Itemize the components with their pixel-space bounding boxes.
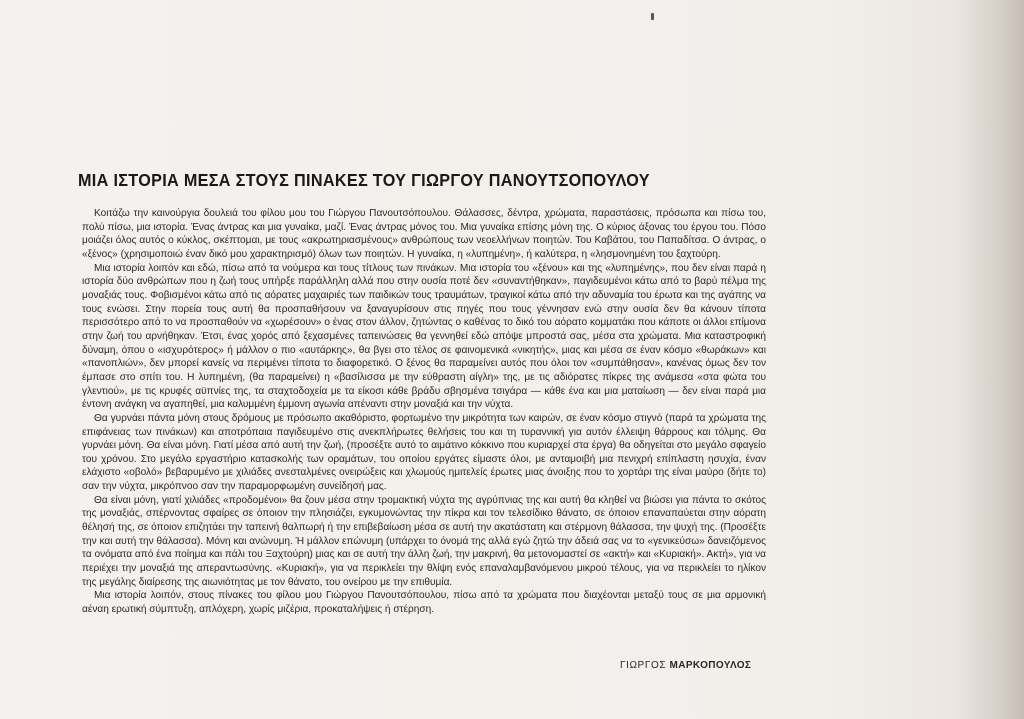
paragraph-2: Μια ιστορία λοιπόν και εδώ, πίσω από τα νούμερα και τους τίτλους των πινάκων. Μια ιστορία του «ξένου» και της «λυπημένης», που δεν είναι παρά η ιστορία δύο ανθρώπων που η ζωή τους υπήρξε παράλληλη αλλά που στην ουσία ποτέ δεν «συναντήθηκαν», παγιδευμένοι κάτω από το βαρύ πέλμα της μοναξιάς τους. Φοβισμένοι κάτω από τις αόρατες μαχαιριές των παιδικών τους τραυμάτων, τραγικοί κάτω από την αδυναμία του έρωτα και της αγάπης να τους ενώσει. Στην πορεία τους αυτή θα προσπαθήσουν να ξαναγυρίσουν στις πηγές που τους γέννησαν ενώ στην ουσία δεν θα κάνουν τίποτα περισσότερο από το να προσπαθούν να «χωρέσουν» ο ένας στον άλλον, ζητώντας ο καθένας το δικό του αόρατο κομματάκι που κάποτε οι άλλοι επίμονα στην ζωή του αρνήθηκαν. Έτσι, ένας χορός από ξεχασμένες ταπεινώσεις θα γεννηθεί εδώ απόψε μπροστά σας, μέσα στα χρώματα. Μια καταστροφική δύναμη, όπου ο «ισχυρότερος» ή μάλλον ο πιο «αυτάρκης», θα βγει στο τέλος σε φαινομενικά «νικητής», μιας και μέσα σε έναν κόσμο «θωράκων» και «πανοπλιών», δεν μπορεί κανείς να περιμένει τίποτα το διαφορετικό. Ο ξένος θα παραμείνει αυτός που όλοι τον «συμπάθησαν», κανένας όμως δεν τον έμπασε στο σπίτι του. Η λυπημένη, (θα παραμείνει) η «βασίλισσα με την εύθραστη αίγλη» της, με τις αδιόρατες πίκρες της ανάμεσα «στα φώτα του γλεντιού», με τις κρυφές αϋπνίες της, τα σταχτοδοχεία με τα είκοσι κάθε βράδυ σβησμένα τσιγάρα — κάθε ένα και μια ματαίωση — δεν είναι παρά μια έντονη ανάγκη να αγαπηθεί, μια καλυμμένη έμμονη αγωνία απέναντι στην μοναξιά και την νύχτα. [82,262,766,411]
paragraph-5: Μια ιστορία λοιπόν, στους πίνακες του φίλου μου Γιώργου Πανουτσόπουλου, πίσω από τα χρώματα που διαχέονται μεταξύ τους σε μια αρμονική αέναη ερωτική σύμπτυξη, απλόχερη, χωρίς μιζέρια, προκαταλήψεις ή στέρηση. [82,590,766,616]
page-fold-shadow [960,0,1024,719]
ink-speck [651,13,654,20]
article-body [82,207,766,617]
article-title: ΜΙΑ ΙΣΤΟΡΙΑ ΜΕΣΑ ΣΤΟΥΣ ΠΙΝΑΚΕΣ ΤΟΥ ΓΙΩΡΓΟΥ ΠΑΝΟΥΤΣΟΠΟΥΛΟΥ [78,170,650,190]
paragraph-1: Κοιτάζω την καινούργια δουλειά του φίλου μου του Γιώργου Πανουτσόπουλου. Θάλασσες, δέντρα, χρώματα, παραστάσεις, πρόσωπα και πίσω του, πολύ πίσω, μια ιστορία. Ένας άντρας και μια γυναίκα, μαζί. Ένας άντρας μόνος του. Μια γυναίκα επίσης μόνη της. Ο κύριος άξονας του έργου του. Πόσο μοιάζει όλος αυτός ο κύκλος, σκέπτομαι, με τους «ακρωτηριασμένους» ανθρώπους των νεοελλήνων ποιητών. Του Καβάτου, του Παπαδίτσα. Ο άντρας, ο «ξένος» (χρησιμοποιώ έναν δικό μου χαρακτηρισμό) όλων των ποιητών. Η γυναίκα, η «λυπημένη», ή καλύτερα, η «λησμονημένη του ξαχτούρη. [82,208,766,260]
author-first-name: ΓΙΩΡΓΟΣ [620,660,667,671]
paragraph-4: Θα είναι μόνη, γιατί χιλιάδες «προδομένοι» θα ζουν μέσα στην τρομακτική νύχτα της αγρύπνιας της και αυτή θα κληθεί να βιώσει για πάντα το σκότος της μοναξιάς, σπέρνοντας σφαίρες σε όποιον την πλησιάζει, εγκυμονώντας την πίκρα και τον τελεσίδικο θάνατο, σε όποιον επαναπαύεται στην αόρατη θέλησή της, σε όποιον επιζητάει την ταπεινή θαλπωρή ή την επιβεβαίωση μέσα σε αυτή την ακατάστατη και στέρμονη θάλασσα, την ψυχή της. (Προσέξτε την και αυτή την θάλασσα). Μόνη και ανώνυμη. Ή μάλλον επώνυμη (υπάρχει το όνομά της αλλά εγώ ζητώ την άδειά σας να το «γενικεύσω» δανειζόμενος τα ονόματα από ένα ποίημα και πάλι του Ξαχτούρη) μιας και σε αυτή την άλλη ζωή, την μακρινή, θα μετονομαστεί σε «ακτή» και «Κυριακή». Ακτή», για να περιέχει την μοναξιά της απεραντωσύνης. «Κυριακή», για να περικλείει την θλίψη ενός επαναλαμβανόμενου μικρού τέλους, για να περικλείει το ηλίκον της μεγάλης διαίρεσης της αιωνιότητας με τον θάνατο, του ονείρου με την επιθυμία. [82,494,766,588]
paragraph-3: Θα γυρνάει πάντα μόνη στους δρόμους με πρόσωπο ακαθόριστο, φορτωμένο την μικρότητα των καιρών, σε έναν κόσμο στιγνό (παρά τα χρώματα της επιφάνειας των πινάκων) και αποτρόπαια παγιδευμένο στις ανεκπλήρωτες θελήσεις του και τη τυραννική για αυτόν έλλειψη θάρρους και τόλμης. Θα γυρνάει μόνη. Θα είναι μόνη. Γιατί μέσα από αυτή την ζωή, (προσέξτε αυτό το αιμάτινο κόκκινο που κυριαρχεί στα έργα) θα οδηγείται στο μεγάλο σφαγείο του χρόνου. Στο μεγάλο εργαστήριο κατασκολής των οραμάτων, του οποίου εργάτες είμαστε όλοι, με ανταμοιβή μια πενιχρή επίπλαστη ησυχία, έναν ελάχιστο «οβολό» βεβαρυμένο με χιλιάδες ανεσταλμένες ονειρώξεις και χλωμούς ημιτελείς έρωτες μιας άνοιξης που το χορτάρι της είναι μαύρο (δήτε το) σαν την νύχτα, μικρόπνοο σαν την παραμορφωμένη συνείδησή μας. [82,412,766,493]
author-signature [620,660,751,671]
author-surname: ΜΑΡΚΟΠΟΥΛΟΣ [669,660,752,671]
